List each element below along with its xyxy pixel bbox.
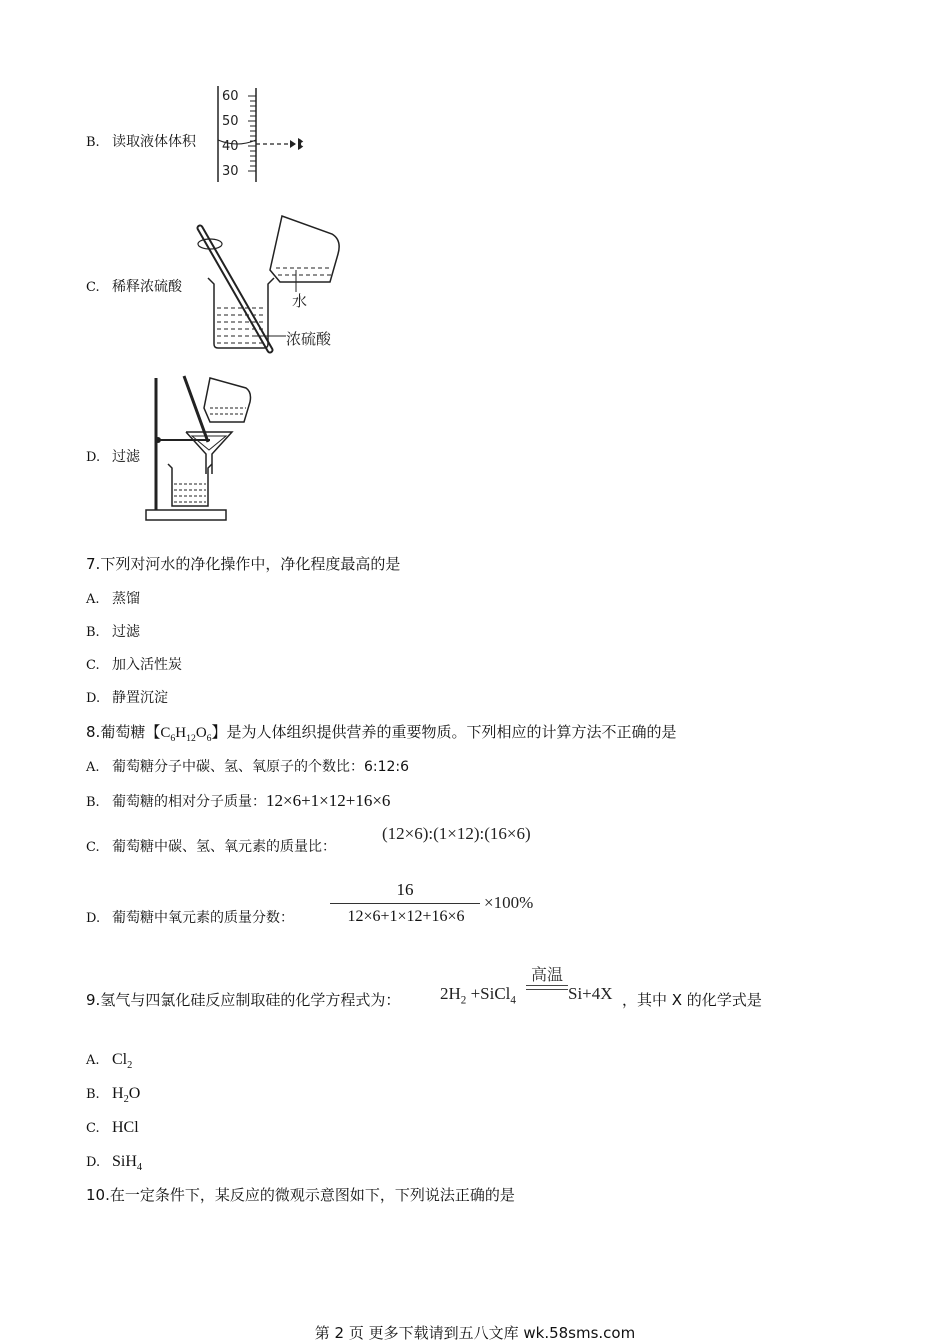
q7-option-d <box>86 689 168 708</box>
q7-option-c <box>86 656 182 675</box>
q6-option-b <box>86 133 196 152</box>
acid-label: 浓硫酸 <box>286 330 332 348</box>
option-letter: A. <box>86 592 100 607</box>
option-letter: C. <box>86 658 100 673</box>
scale-label-60: 60 <box>222 89 239 104</box>
option-letter: C. <box>86 1121 100 1136</box>
graduated-cylinder-figure <box>210 84 320 188</box>
question-text: 氢气与四氯化硅反应制取硅的化学方程式为： <box>100 991 401 1009</box>
q8-option-c <box>86 838 336 857</box>
option-text: 过滤 <box>112 449 140 465</box>
question-7-stem <box>86 554 400 574</box>
question-number: 10. <box>86 1186 110 1204</box>
option-formula: HCl <box>112 1119 139 1136</box>
question-text: 下列对河水的净化操作中，净化程度最高的是 <box>100 555 401 573</box>
option-text: 加入活性炭 <box>112 657 182 673</box>
option-letter: A. <box>86 760 100 775</box>
scale-label-40: 40 <box>222 139 239 154</box>
reaction-condition: 高温 <box>530 967 563 984</box>
q7-option-b <box>86 623 140 642</box>
q6-option-d <box>86 448 140 467</box>
option-formula: $H_2O$ <box>112 1085 141 1106</box>
scale-label-30: 30 <box>222 164 239 179</box>
q6-option-c <box>86 278 182 297</box>
option-letter: D. <box>86 1155 101 1170</box>
page-footer: 第 2 页 更多下载请到五八文库 wk.58sms.com <box>314 1324 636 1342</box>
q8-option-b <box>86 792 390 812</box>
option-letter: C. <box>86 840 100 855</box>
q8-option-a <box>86 758 409 777</box>
fraction-denominator: 12×6+1×12+16×6 <box>347 908 465 925</box>
option-text: 过滤 <box>112 624 140 640</box>
option-text: 读取液体体积 <box>112 134 196 150</box>
water-label: 水 <box>292 292 308 310</box>
option-letter: B. <box>86 1087 100 1102</box>
option-text: 蒸馏 <box>112 591 140 607</box>
question-text-pre: 葡萄糖【 <box>100 723 161 741</box>
glucose-formula: $C_6H_{12}O_6$ <box>160 725 212 744</box>
question-text: 在一定条件下，某反应的微观示意图如下，下列说法正确的是 <box>109 1186 515 1204</box>
q8-option-c-math: (12×6):(1×12):(16×6) <box>382 824 531 843</box>
filtration-figure <box>140 372 260 524</box>
option-letter: A. <box>86 1053 100 1068</box>
q9-option-a <box>86 1051 132 1075</box>
scale-label-50: 50 <box>222 114 239 129</box>
option-letter: C. <box>86 280 100 295</box>
option-text: 葡萄糖的相对分子质量： <box>112 794 266 810</box>
equals-sign <box>526 985 568 990</box>
option-text: 葡萄糖中碳、氢、氧元素的质量比： <box>112 839 336 855</box>
q9-option-c <box>86 1119 139 1143</box>
q8-option-d <box>86 909 294 928</box>
q9-option-b <box>86 1085 140 1109</box>
fraction-numerator: 16 <box>396 880 414 899</box>
question-9-stem-post: ，其中 X 的化学式是 <box>622 991 762 1009</box>
question-number: 8. <box>86 723 101 741</box>
question-8-stem <box>86 722 677 749</box>
option-letter: B. <box>86 625 100 640</box>
question-text-post: 】是为人体组织提供营养的重要物质。下列相应的计算方法不正确的是 <box>211 723 677 741</box>
equation-products: Si+4X <box>568 984 613 1003</box>
fraction-suffix: ×100% <box>484 893 534 912</box>
q9-option-d <box>86 1153 142 1177</box>
question-number: 9. <box>86 991 101 1009</box>
q7-option-a <box>86 590 140 609</box>
option-math: 12×6+1×12+16×6 <box>266 791 391 810</box>
equation-reactants: $2H_2$ +SiCl$_4$ <box>440 984 516 1007</box>
option-formula: $Cl_2$ <box>112 1051 133 1072</box>
question-9-stem-pre <box>86 990 400 1010</box>
option-letter: D. <box>86 911 101 926</box>
option-text: 葡萄糖分子中碳、氢、氧原子的个数比：6:12:6 <box>112 759 410 775</box>
option-letter: B. <box>86 135 100 150</box>
option-formula: SiH$_4$ <box>112 1153 143 1174</box>
question-number: 7. <box>86 555 101 573</box>
question-10-stem <box>86 1185 515 1205</box>
fraction-bar <box>330 903 480 904</box>
option-letter: D. <box>86 450 101 465</box>
option-letter: B. <box>86 795 100 810</box>
option-text: 静置沉淀 <box>112 690 168 706</box>
acid-dilution-figure <box>192 208 352 354</box>
option-text: 葡萄糖中氧元素的质量分数： <box>112 910 294 926</box>
option-text: 稀释浓硫酸 <box>112 279 182 295</box>
option-letter: D. <box>86 691 101 706</box>
